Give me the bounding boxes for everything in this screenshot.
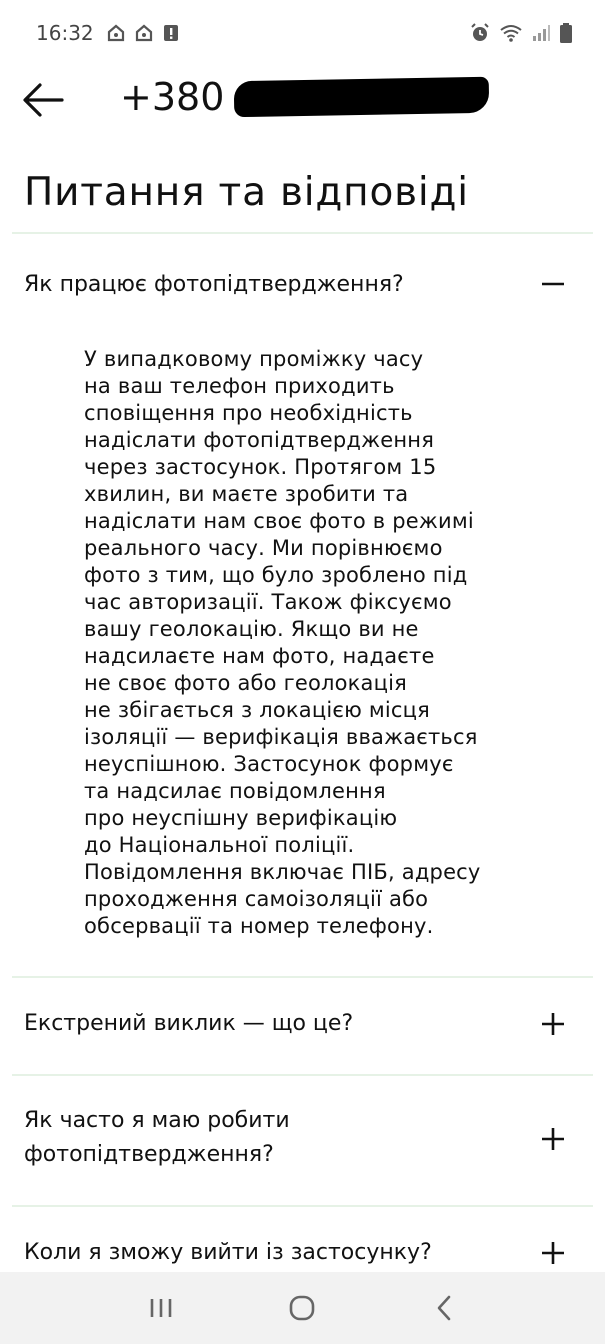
faq-question-exit-app[interactable]: Коли я зможу вийти із застосунку? [24, 1240, 432, 1265]
plus-icon [541, 1012, 565, 1036]
recent-apps-button[interactable] [131, 1278, 191, 1338]
system-back-button[interactable] [414, 1278, 474, 1338]
faq-question-how-often[interactable]: Як часто я маю робити фотопідтвердження? [24, 1108, 290, 1167]
home-circle-icon [288, 1294, 316, 1322]
signal-icon [531, 23, 551, 43]
status-bar-left [36, 21, 180, 45]
expand-button[interactable] [541, 1241, 565, 1265]
faq-question-photo-confirmation[interactable]: Як працює фотопідтвердження? [24, 272, 404, 297]
status-time: 16:32 [36, 21, 94, 45]
home-button[interactable] [272, 1278, 332, 1338]
battery-icon [559, 22, 573, 44]
expand-button[interactable] [541, 1127, 565, 1151]
app-header [0, 66, 605, 136]
alert-icon [162, 23, 180, 43]
minus-icon [541, 272, 565, 296]
divider [12, 976, 593, 978]
faq-answer: У випадковому проміжку часу на ваш телефон приходить сповіщення про необхідність надіслати фотопідтвердження через застосунок. Протягом 15 хвилин, ви маєте зробити та надіслати нам своє фото в режимі реального часу. Ми порівнюємо фото з тим, що було зроблено під час авторизації. Також фіксуємо вашу геолокацію. Якщо ви не надсилаєте нам фото, надаєте не своє фото або геолокація не збігається з локацією місця ізоляції — верифікація вважається неуспішною. Застосунок формує та надсилає повідомлення про неуспішну верифікацію до Національної поліції. Повідомлення включає ПІБ, адресу проходження самоізоляції або обсервації та номер телефону. [84, 347, 481, 938]
phone-number [120, 75, 489, 119]
back-chevron-icon [434, 1295, 454, 1321]
status-bar [0, 0, 605, 66]
divider [12, 1074, 593, 1076]
recent-apps-icon [148, 1296, 174, 1320]
phone-prefix: +380 [120, 75, 225, 119]
plus-icon [541, 1127, 565, 1151]
arrow-left-icon [22, 78, 66, 122]
back-button[interactable] [22, 78, 66, 122]
system-nav-bar [0, 1272, 605, 1344]
page-title: Питання та відповіді [24, 170, 469, 215]
divider [12, 232, 593, 234]
plus-icon [541, 1241, 565, 1265]
wifi-icon [499, 23, 523, 43]
alarm-icon [469, 22, 491, 44]
faq-question-emergency-call[interactable]: Екстрений виклик — що це? [24, 1011, 354, 1036]
redacted-phone-digits [234, 77, 490, 117]
collapse-button[interactable] [541, 272, 565, 296]
home-icon [134, 23, 154, 43]
status-bar-right [469, 22, 573, 44]
divider [12, 1205, 593, 1207]
expand-button[interactable] [541, 1012, 565, 1036]
home-icon [106, 23, 126, 43]
